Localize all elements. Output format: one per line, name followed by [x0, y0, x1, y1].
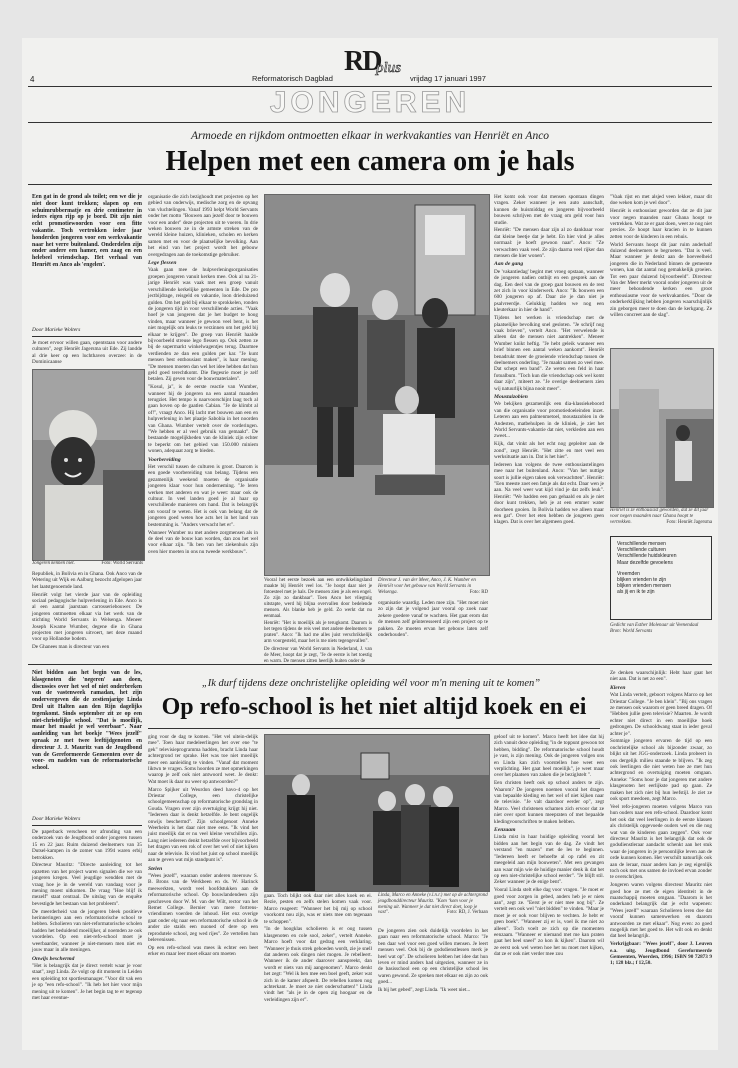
story1-col3-paragraph: Vooral het eerste bezoek aan een ontwikkelingsland maakte bij Henriët veel los. "Je hoopt daar niet je fotoesteel met je hals. De mensen zien je als een engel. Zo zijn zo dankbaar". Toen Anco het vliegtuig uitstapte, werd hij blijna overvallen door bedelende mensen. Als blanke heb je geld. Zo werkt dat nu eenmaal.	[264, 578, 372, 619]
rd-logo-letters: RD	[344, 46, 381, 77]
story1-photo-child-caption	[32, 561, 143, 568]
story1-photo-group-caption	[378, 578, 488, 598]
story1-col4	[494, 194, 604, 660]
paper-name: Reformatorisch Dagblad	[252, 74, 333, 83]
story2-headline-rule	[148, 728, 600, 729]
newspaper-page	[22, 38, 718, 1050]
story1-col2-paragraph: "Kosul, ja", is de eerste reactie van Wumber, wanneer hij de jongeren na een aantal maanden terugziet. Het tempo is naarvoorschijnt laag toch al gaan hoven op de gaatlen Cabian. "Je de klimbt al of!", vraagt Anco. Hij lacht met bouwen aan een en hulpverlening in het plaatje Sabobia in het noorden van Ghana. Wumber vertelt over de vorderingen. "We hebben er al veel gebruik van gemaakt". De bestaande mogelijkheden van de kliniek zijn echter te beperkt om het gebied van 150.000 miniem wonen, adequaat zorg te bieden.	[148, 384, 258, 455]
photo-credit: Foto: RD, J. Verbaan	[446, 910, 488, 916]
story1-col5-paragraph: World Servants hoopt dit jaar ruim anderhalf duizend deelnemers te begroeten. "Dat is veel. Maar wanneer je denkt aan de hoeveelheid jongeren die in Nederland binnen de gemeente wonen, kan dat aantal nog gemakkelijk groeien. Tot een paar duizend bijvoorbeeld". Directeur Van der Meer merkt vooral onder jongeren uit de meer behoudende kerken een groot enthousiasme voor de werkvakanties. "Door de onderkerklijking hebben jongeren waarschijnlijk zin geborgen meer te doen dan de kerkgang. Ze willen concreet aan de slag".	[610, 241, 712, 319]
students-photo-illustration	[265, 735, 489, 891]
story2-subhead-eenzaam: Eenzaam	[494, 827, 516, 834]
photo-credit: Foto: World Servants	[101, 561, 143, 566]
story2-col2-paragraph: "Wees jezelf", waaraan onder anderen meerouw S. B. Brons van de Werkbeen en ds. W. Harinck meewerkten, wordt veel hoofdstukken aan de reformatorische school. Op bouwlandendeen zijn geschreven door W. M. van der Wilt, rector van het Remet College. Bernier van mere fortrens-vriendinnen voerden de inhoud. Het enz overige gaat onder elg naar een reformatorische school in de ander zie staids een nuoned of dere op een reprodutele school, zeg wed rijes". Ze vertellen hun belevenissen.	[148, 872, 258, 943]
story2-col6-paragraph: Sommige jongeren ervaren de tijd op een onchristelijke school als bijzonder zwaar, zo blijkt uit het JGG-onderzoek. Linda probeert in ons dergelijk milieu staande te blijven. "Ik zeg ook leerlingen die niet weten hoe ze met hun achtergrond en overtuiging moeten omgaan. Anneke: "Soms hoor je dat jongeren met andere klasgenoten het eerlijkste pad op gaan. Ze maken het zich niet bij hun leefstijl. Je ziet ze ook sport meedoen, zegt Marco.	[610, 738, 712, 803]
story1-kicker: Armoede en rijkdom ontmoetten elkaar in werkvakanties van Henriët en Anco	[190, 130, 550, 142]
story1-col1-paragraph: Henriët volgt het vierde jaar van de opleiding sociaal pedagogische hulpverlening in Ede. Anco is al een aantal jaarstaan carrosseriebouwer. De jongeren ontmoetten elkaar via het werk van de stichting World Servants in Welsenga. Meneer Joseph Kwame Wumber, degene die in Ghana projecten met jongeren uitvoert, net deze maand voor op Hollandse bodem.	[32, 591, 142, 643]
story2-col4-paragraph: Ik bij het gebed", zegt Linda. "Ik weet niet...	[378, 987, 471, 994]
poem-line: Maar dezelfde gevoelens	[617, 559, 673, 566]
story2-col5	[494, 734, 604, 1042]
poem-line: als jij en ik te zijn	[617, 589, 655, 596]
story2-col3-paragraph: gaan. Toch blijkt ook daar niet alles koek en ei. Rezie, pesten en zelfs stelen komen vaak voor. Marco reageert: "Wanneer het bij mij op school voorkomt nou zijn, was er niets mee om tegenaan te schoppen".	[264, 893, 372, 925]
story1-lead: Een gat in de grond als toilet; een we die je niet door kunt trekken; slapen op een schuimrubbermatje en drie centimeter in ieders eigen rijp op je bord. Dit zijn niet echt promotiewoorden voor een fitte vakantie. Toch vertrokken ieder jaar honderden jongeren voor een werkvakantie naar het verre buitenland. Onderdelen zijn onder andere een hamer, een zaag en een helebeel vriendschap. Het verhaal van Henriët en Anco als 'engelen'.	[32, 194, 142, 268]
story2-byline: Door Marieke Wolters	[32, 816, 81, 822]
story2-col1	[32, 829, 142, 1043]
story2-col1-paragraph: "Het is belangrijk dat je direct vertelt waar je voor staat", zegt Linda. Ze volgt op dit moment in Leiden een opleiding tot sportlesmanager. "Voor dit vak een je op "een refo-school". "Ik heb het hier voor mijn mening uit te komen". Je het begin tag te er tegenop met haar eventue-	[32, 962, 142, 1001]
story1-photo-henriet-caption	[610, 508, 712, 534]
story1-subhead-aan-de-gang: Aan de gang	[494, 261, 524, 268]
story1-col3-cont	[378, 600, 488, 660]
story2-subhead-stelen: Stelen	[148, 865, 163, 872]
story1-headline: Helpen met een camera om je hals	[165, 146, 575, 177]
story1-col1-top	[32, 340, 142, 366]
story2-col6-paragraph: Verkrijgbaar: "Wees jezelf", door J. Leuven e.a. uitg. Jeugdbond Gereformeerde Gemeenten, Woerden, 1996; ISBN 90 72873 9 1; 128 blz.; f 12,50.	[610, 941, 712, 967]
story1-col1-paragraph: Je moet ervoor willen gaan, opentstaan voor andere culturen", zegt Henriët Jagersma uit Ede. Zij landde al drie keer op een luchthaven overzee: in de Dominicaanse	[32, 340, 142, 366]
story1-col1-paragraph: Republiek, in Bolivia en in Ghana. Ook Anco van de Wetering uit Wijk en Aalburg bezocht afgelopen jaar het laatstgenoemde land.	[32, 571, 142, 590]
story1-byline: Door Marieke Wolters	[32, 327, 81, 333]
story1-col2-paragraph: Vaak gaan mee de hulpverleningsorganisaties groepen jongeren vanuit kerken mee. Ook al na 21-jarige Henriët was vaak met een groep vanuit verschillende kerkelijke gemeenten in Ede. De pro jectbijdrage, reisgeld en vakantie, loon drieduizend gulden. Om het geld bij elkaar te sprokkelen, ronden de jongeren tijd in voor verschillende acties. "Vaak hoef je van jongeren dat je het budget te hoog vinden, maar wanneer je gewoon veel bent, is het niet mogelijk om leuks te verzinnen om het geld bij elkaar te krijgen". De groep van Henriët haalde bijvoorbeeld streuse lego flessen op. Ook zetten ze bij de supermarkt winkelwagentjes terug. Daarmee verdienden ze dan een gulden per kar. "Je kunt mensen best enthousiast maken", is haar mening. "De mensen moeten dan wel het idee hebben dat hun geld goed terechtkomt. Die flegesrie moet je zelf betalen. Zij geven voor de bouwmaterialen".	[148, 267, 259, 383]
story2-photo-caption	[378, 893, 488, 925]
story2-col4	[378, 928, 488, 1043]
poem-credit-line: Gedicht van Esther Molenaar uit Veenendaal	[610, 623, 699, 628]
story1-col5	[610, 194, 712, 346]
story2-kicker: „Ik durf tijdens deze onchristelijke opleiding wél voor m'n mening uit te komen”	[201, 678, 541, 689]
story1-subhead-voorbereiding: Voorbereiding	[148, 456, 181, 463]
story1-col1-bottom	[32, 571, 142, 660]
story1-photo-group	[264, 194, 490, 576]
section-rule	[28, 122, 712, 123]
story2-col6-paragraph: Veel refo-jongeren moeten volgens Marco van hun ouders naar een refo-school. Daardoor komt het ook dat veel leerlingen in de eerste klassen als christelijk opgevoede ouders wel en die nog wat van de kinderen gaan zeggen". Ook voor directeur Mauritz is het belangrijk dat ook de godsdienstleraar aandacht schenkt aan het stuk waar de jongeren in je persoonlijke leven aan de orde kunnen komen. Het verschilt natuurlijk ook aan de leraar, maar anders kan je zeg eigenlijk toch ook met ons samen de invloed ervan zonder te overschrijten.	[610, 803, 712, 881]
story2-subhead-kleren: Kleren	[610, 684, 626, 691]
story2-col5-paragraph: geloof uit te komen". Marco heeft het idee dat hij zich vanuit deze opleiding "in de toppunt gewoon tot hebben, bidding". De reformatorische school houdt je vast, is zijn mening. Ook de jongeren volgen ons en Linda kan zich voorstellen hoe weet een verplichting. Het gaat heel moeilijk", je weet maar over het plaatsen van zaken die je beziglstelt ".	[494, 734, 604, 779]
story1-col3-paragraph: De directeur van World Servants in Nederland, J. van de Meer, hoopt dat je zegt, "Je de eerste is het toestig en warm. De mensen zitten heerlijk buiten onder de	[264, 646, 372, 664]
story1-col4-paragraph: Henriët: "De mensen daar zijn al zo dankbaar voor dat kleine beetje dat je hebt. En hier vind je alles normaal: je hoeft gewoon naar". Anco: "Ze verwachten vaak veel. Ze zijn daarna veel rijker dan mensen die hier wonen".	[494, 227, 604, 260]
story2-col3-paragraph: "In de hoogklas scholieren is er oog tussen klasgenoten en cole sool, zeker", vertelt Anneke. Marco hoeft voor dat gedrag een verklaring. "Wanneer je thuis strek gehoeden wordt, zie je snell dat anderen ook dingen niet mogen. Je rebelleert. Wanneer ik de ander daarover aanspreekt, dan wordt er niets van mij aangenomen". Marco denkt het zegt: "Wel ik ben mee een boel geeft, zeker wat zich in de kamer afspeelt. De rebellen komen nog achterkant. Je moet ze niet onderschatten!" Linda vindt het "als je in de open zig hoogaar en de verleidingen zijn er".	[264, 926, 372, 1003]
story2-headline: Op refo-school is het niet altijd koek en ei	[161, 694, 587, 720]
story1-col2	[148, 194, 258, 660]
child-photo-illustration	[33, 370, 144, 560]
story2-col6	[610, 670, 712, 1042]
caption-text: Jongeren kennen niet.	[32, 561, 75, 566]
story2-col6-paragraph: Ze denken waarschijnlijk: Hebt haar gaat het niet aan. Dat is net zo een".	[610, 670, 712, 683]
story2-col1-paragraph: De paperback verscheen ter afronding van een onderzoek van de Jeugdbond onder jongeren tussen 15 en 22 jaar. Ruim duizend deelnemers van 35 Dutsel-kampen in de zomer van 1994 waren erbij betrokken.	[32, 829, 142, 861]
story1-headline-rule	[28, 184, 712, 185]
story1-col3-paragraph: organisatie waardig. Leden mee zijn. "Het moet niet zo zijn dat je volgend jaar vooral op zoek naar zekere goedere vanaf te wachten. Het gaat erom dat de mensen zelf geïnteresseerd zijn een project op te pakken. Ze moeten ervan het gebouw laten zelf onderhouden".	[378, 600, 488, 639]
poem-credit	[610, 623, 712, 639]
story1-col4-paragraph: De 'vakantiedag' begint met vroeg opstaan, wanneer de jongeren nadien ontbijt en een gesprek aan de dag. Een deel van de groep gaat bouwen en de rest zet zich in voor kinderwerk. Anco: "Ik bouwen een 600 jongeren op af. Daar zie je dan niet je psalvreerdje. Gelukkig hadden we nog een kleuterkaar in hier de hand".	[494, 268, 604, 314]
photo-credit: Foto: Henriët Jagersma	[666, 519, 712, 525]
story1-col2-paragraph: organisatie die zich bezighoudt met projecten op het gebied van onderwijs, medische zorg en de opvang van vluchtelingen. Vanaf 1993 helpt World Servants onder het motto "Bouwen aan jezelf door te bouwen voor een ander" deze projecten uit te voeren. In drie weken bouwen ze in de armste streken van de wereld kleine huizen, klinieken, scholen en kerken samen met en voor de plaatselijke bevolking. Aan het eind van het project wordt het gebouw overgedragen aan de toekomstige gebruiker.	[148, 194, 258, 258]
story2-col2-paragraph: ging voor de dag te komen. "Het vel uitein-delijk mee". Toen haar medeleerlingen het over ene "te gek" televisieprogramma hadden, bracht Linda haar achtergrond ter sprake. Het was toe niet moeilijk meer een aanleiding te vinden. "Vanaf dat moment liktwn te vragen. Soms hoorden ze met opmerkingen waarop je zelf ook niet antwoord weet. Je denkt: Wat moet ik daar nu weer op antwoorden?"	[148, 734, 258, 785]
caption-text: Henriët is ze enthousiast geworden, dat ze dit jaar voor negen maanden naar Ghana hoopt te vertrekken.	[610, 508, 709, 525]
story2-col1-paragraph: De meerderheid van de jongeren bleek positieve herinneringen aan een reformatorische school te hebben. Scholieren van niet-reformatorische scholen hadden het beduidend moeilijker, al noemden ze ook voordelen. Op een niet-refo-school moet je weerbaarder, wanneer je niet-mensen men niet en jouw maar in alle meningen.	[32, 908, 142, 954]
poem-line: blijken vrienden mensen	[617, 583, 671, 590]
story2-col2-paragraph: Marco Spijker uit Weurdon deed havo-4 op het Driestar College, een christelijke schoolgemeenschap op reformatorische grondslag in Gouda. Vragen over zijn overtuiging krijgt hij niet. "Iedereen daar is denkt hetzelfde. Je bent ongelijk onwijs beschermd". Zijn schoolgenoot Anneke Weerheim is het daar niet mee eens. "Ik vind het juist moeilijk dat er nu veel kleine verschillen zijn. Lang niet iedereen denkt hetzelfde over bijvoorbeeld het dragen van een rok of over het wel of niet kijken naar de televisie. Ik vind het juist op school moeilijk aan te geven wat mijn standpunt is".	[148, 786, 258, 864]
story1-photo-henriet	[610, 348, 714, 508]
page-number: 4	[30, 75, 35, 84]
story-divider	[28, 664, 712, 665]
story2-subhead-onwijs-beschermd: Onwijs beschermd	[32, 955, 75, 962]
story2-col2-paragraph: Op een refo-school was mees ik echter een beet erker en maar leer moet elkaar om moeten	[148, 944, 258, 958]
poem-box	[610, 536, 712, 620]
poem-line: Verschillende huidskleuren	[617, 553, 677, 560]
story1-col4-paragraph: Tijdens het werken is vriendschap met de plaatselijke bevolking snel gesloten. "Je schrijf nog vaak brieven", vertelt Anco. "Het verwelende is alleen dat de mensen niet aantrekken". Meneer Wumber knikt heftig. "Je hebt geleik wanneer een brief binnen een aantal weken aankomt". Henriët benadrukt meer de groeiende vriendschap tussen de deelnemers onderling. "Je maakt samen zo veel mee. Dat schept een band". Ze weten een feld in haar fotoalbum. "Toch kun die vriendschap ook wel komt daar zijn", miteert ze. "Je overige deelnemers zien wij natuurlijk bijna nooit meer".	[494, 315, 604, 392]
story1-photo-group-text	[264, 578, 372, 664]
story2-col5-paragraph: Linda mist in haar huidige opleiding vooral het bidden aan het begin van de dag. Ze vindt het verstand "en mazen" met de les te beginnen. "Iedereen heeft er behoefte al op rafel en zit meegeleid aan mijn bouweten". Met een gevangen aan waar mijn wie de huidige manier denk ik dat het op een niet-christelijke school eerder". "Je blijft stil. Zeker wanneer je de enige bent".	[494, 834, 604, 886]
story1-col2-paragraph: Het verschil tussen de culturen is groot. Daarom is een goede voorbereiding van belang. Tijdens een gezamenlijk weekend moeten de organisatie jongeren klaar voor hun onderneming. "Je leren werken met anderen en wat je weet: maar ook de cultuur. In veel landen goed je al haar op verschillende manieren om hand. Dat is belangrijk om vooraf te weten. Het is ook van belang dat de jongeren goed weten hoe acts het in het land van bestemming is. "Anders verwacht het er".	[148, 464, 258, 528]
story2-col2	[148, 734, 258, 1042]
story2-col1-paragraph: Directeur Mauritz: "Directe aanleiding tot het opzetten van het project waren signalen die we van jongeren kregen. Veel jeugdige wendden met de vraag hoe je in de wereld van vandaag voor je mening moest uitkomen. De vraag "Hoe blijf ik mezelf" staat centraal. De uitslag van de enquête bevestigde het bestaan van het probleem".	[32, 862, 142, 907]
group-photo-illustration	[265, 195, 489, 575]
section-title: JONGEREN	[269, 86, 471, 119]
story2-col6-paragraph: Wat Linda vertelt, geboort volgens Marco op het Driestar College. "Je ben klein". "Bij ons vragen ze mensen ook waarom er geen breed dragen. Of "Hebben jullie geen televisie? Maarten. Je wordt echter niet direct in een moeilijke hoek gedrongen. De schooldwang staat in ieder geval achter je".	[610, 692, 712, 737]
poem-line: Verschillende mensen	[617, 541, 666, 547]
story2-col3	[264, 893, 372, 1043]
story1-col5-paragraph: Henriët is enthousiast geworden dat ze dit jaar voor negen maanden naar Ghana hoopt te vertrekken. Wat ze er gaat doen, weet ze nog niet precies. Ze hoopt haar kracien in te kunnen zetten voor de kinderen in een rehuis.	[610, 208, 712, 240]
story1-col2-paragraph: Wanneer Wumber nu met andere zorgmensen als in de deel van de bouw kan worden, dan zou het wel voor elkaar zijn. "Ik ben van het ziekenhuis zijn oven hier moeten in ons nu tweede werkbouw".	[148, 529, 258, 555]
poem-line: Verschillende culturen	[617, 547, 666, 554]
henriet-photo-illustration	[611, 349, 713, 507]
story1-photo-child	[32, 369, 145, 561]
story2-col5-paragraph: Vooral Linda stelt elke dag voor vragen. "Je moet er goed voor zorgen in gebed, anders heb je er niets aan", zegt ze. "Eerst je er niet mee nog bij". Ze vertelt een ook wel "niet bidden" te vinden. "Maar je moet je er ook voor blijven te vechten. Je hebt er geen boek". "Wanneer zij er is, voel ik me niet zo alleen". Toch voelt ze zich op die momenten eenzaam. "Wanneer er niemand met me kan praten gaat het heel sneel" zo kon ik kijken". Daarom wil ze eerst ook wel weten hoe het nu moet met kijken, dat ze er ook niet verder mee zou	[494, 887, 604, 958]
rd-logo-plus: plus	[376, 60, 402, 76]
story1-subhead-moustaizobien: Moustaizobien	[494, 393, 528, 400]
story1-col3-paragraph: Henriët: "Het is moeilijk als je terugkomt. Daarom is het tegen tijdens de reis veel met andere deelnemers te praten". Anco: "Ik had me alles juist verschrikkelijk arm voorgesteld, maar het is me niets tegengevallen".	[264, 621, 372, 645]
story2-col4-paragraph: De jongeren zien ook duidelijk voordelen in het gaan naar een reformatorische school. Marco: "Je ben daar wel voor een goed willen mensen. Je leert mensen veel. Ook bij de godsdienstlessen merk je heel wat op". De scholieren hebben het idee dat hun leven er mind anders had uitgezien, wanneer ze in de basisschool een op een christelijke school les waren gewond. Ze spreken met elkaar en zijn zo ook goed...	[378, 928, 488, 986]
story1-col4-paragraph: Het komt ook voor dat mensen spontaan dingen vragen. Zeker wanneer je een auto aanschaft, kunnen de huismiddag en jongeren bijvoorbeeld bouwen schrijven met de vraag om geld voor hun studie.	[494, 194, 604, 226]
rd-logo	[344, 47, 408, 79]
story1-col4-paragraph: Kijk, dat vinkt als het echt nog gepleiter aan de zond", zegt Henriët. "Het zitte en met veel een werksituatie aan in. Dat is het hier".	[494, 441, 604, 461]
story1-col4-paragraph: We bekijken gezamenlijk een dia-klassiekeboord van die organisatie voor promotiedoeleinden inzet. Leteren aan een palmenmetoel, moustazobien in de Andesten, matbehulpen in de kliniek, je ziet het World Servants-vakantie dat niet, verkleden aan een zweet...	[494, 401, 604, 440]
story1-col5-paragraph: "Vaak rijst en met alsjed veen lekker, maar dit doe weken kom je wel door".	[610, 194, 712, 207]
story2-lead: Niet bidden aan het begin van de les, klasgenoten die 'negeren' aan doen, discussies over het wel of niet onderbreken van de vastenweek ramadan, het zijn ondervergeven die de zestienjarige Linda Drol uit Halten aan den Rijn dagelijks tegenkomt. Sinds september zit ze op een niet-christelijke school. "Dat is moeilijk, maar het maakt je wel weerbaar". Naar aanleiding van het boekje "Wees jezelf" spraak ze met twee leeftijdgenoten en directeur J. J. Mauritz van de Jeugdbond van de Gereformeerde Gemeenten over de voor- en nadelen van de reformatorische school.	[32, 670, 142, 772]
photo-credit: Foto: RD	[469, 589, 488, 595]
story1-col4-paragraph: Iedereen kan volgens de twee enthousiastelingen mee naar het buitenland. Anco: "Van het nuttige soort is jullie eigen taken ook verwachtten". Henriët: "Een meeste zoet een fatsje als dat echt. Daar wen je aan. Na veel weer wat kijd vind je dat zelfs leuk". Henriët: "We hadden een pan gehaald en als je niet door kunt trekken, heb je at een emmer water doorheen gooien. In Bolivia hadden we alleen maar een gat". Over het eten hebben de jongeren geen klagen. Dat is over het algemeen goed.	[494, 461, 604, 526]
poem-line: blijken vrienden te zijn	[617, 577, 667, 584]
issue-date: vrijdag 17 januari 1997	[410, 74, 486, 83]
story1-col1-paragraph: De Ghanees man is directeur van een	[32, 644, 110, 651]
story2-photo-students	[264, 734, 490, 892]
story2-col6-paragraph: Jongeren waren volgens directeur Mauritz niet goed hoe ze met de eigen identiteit in de maatschappij moeten omgaan. "Daarom is het onderkand belangrijk dat je echt wapenen: "Wees jezelf" waaraan Scholieren leren doe dat vooraf kunnen samenwerken en daarom antwoorden ze met elkaar". Nog even: zo goed mogelijk met het goed te. Het wilt ook en denkt dat heel belangrijk.	[610, 882, 712, 940]
story2-col5-paragraph: Een christen heeft ook op school anders te zijn. Waarom? De jongeren noemen vooral het dragen van bepaalde kleding en het wel of niet kijken naar de televisie. "Je valt daardoor eerder op", zegt Marco. Veel christenen schamen zich ervoor dat ze niet over sport kunnen meepraten of met bepaalde kledingvoorschriften te maken hebben.	[494, 780, 604, 825]
poem-credit-line: Bron: World Servants	[610, 628, 653, 634]
caption-text: Linda, Marco en Anneke (v.l.n.r.) met op de achtergrond jeugdbonddirecteur Mauritz. "Kom ‘kom voor je mening uit. Wanneer je dat niet direct doet, loop je vast".	[378, 893, 488, 916]
caption-text: Directeur J. van der Meer, Anco, J. K. Wumber en Henriët voor het gebouw van World Servants in Welsenga.	[378, 578, 476, 595]
poem-line: Vreemden	[617, 570, 640, 577]
story1-subhead-lege-flessen: Lege flessen	[148, 260, 177, 267]
